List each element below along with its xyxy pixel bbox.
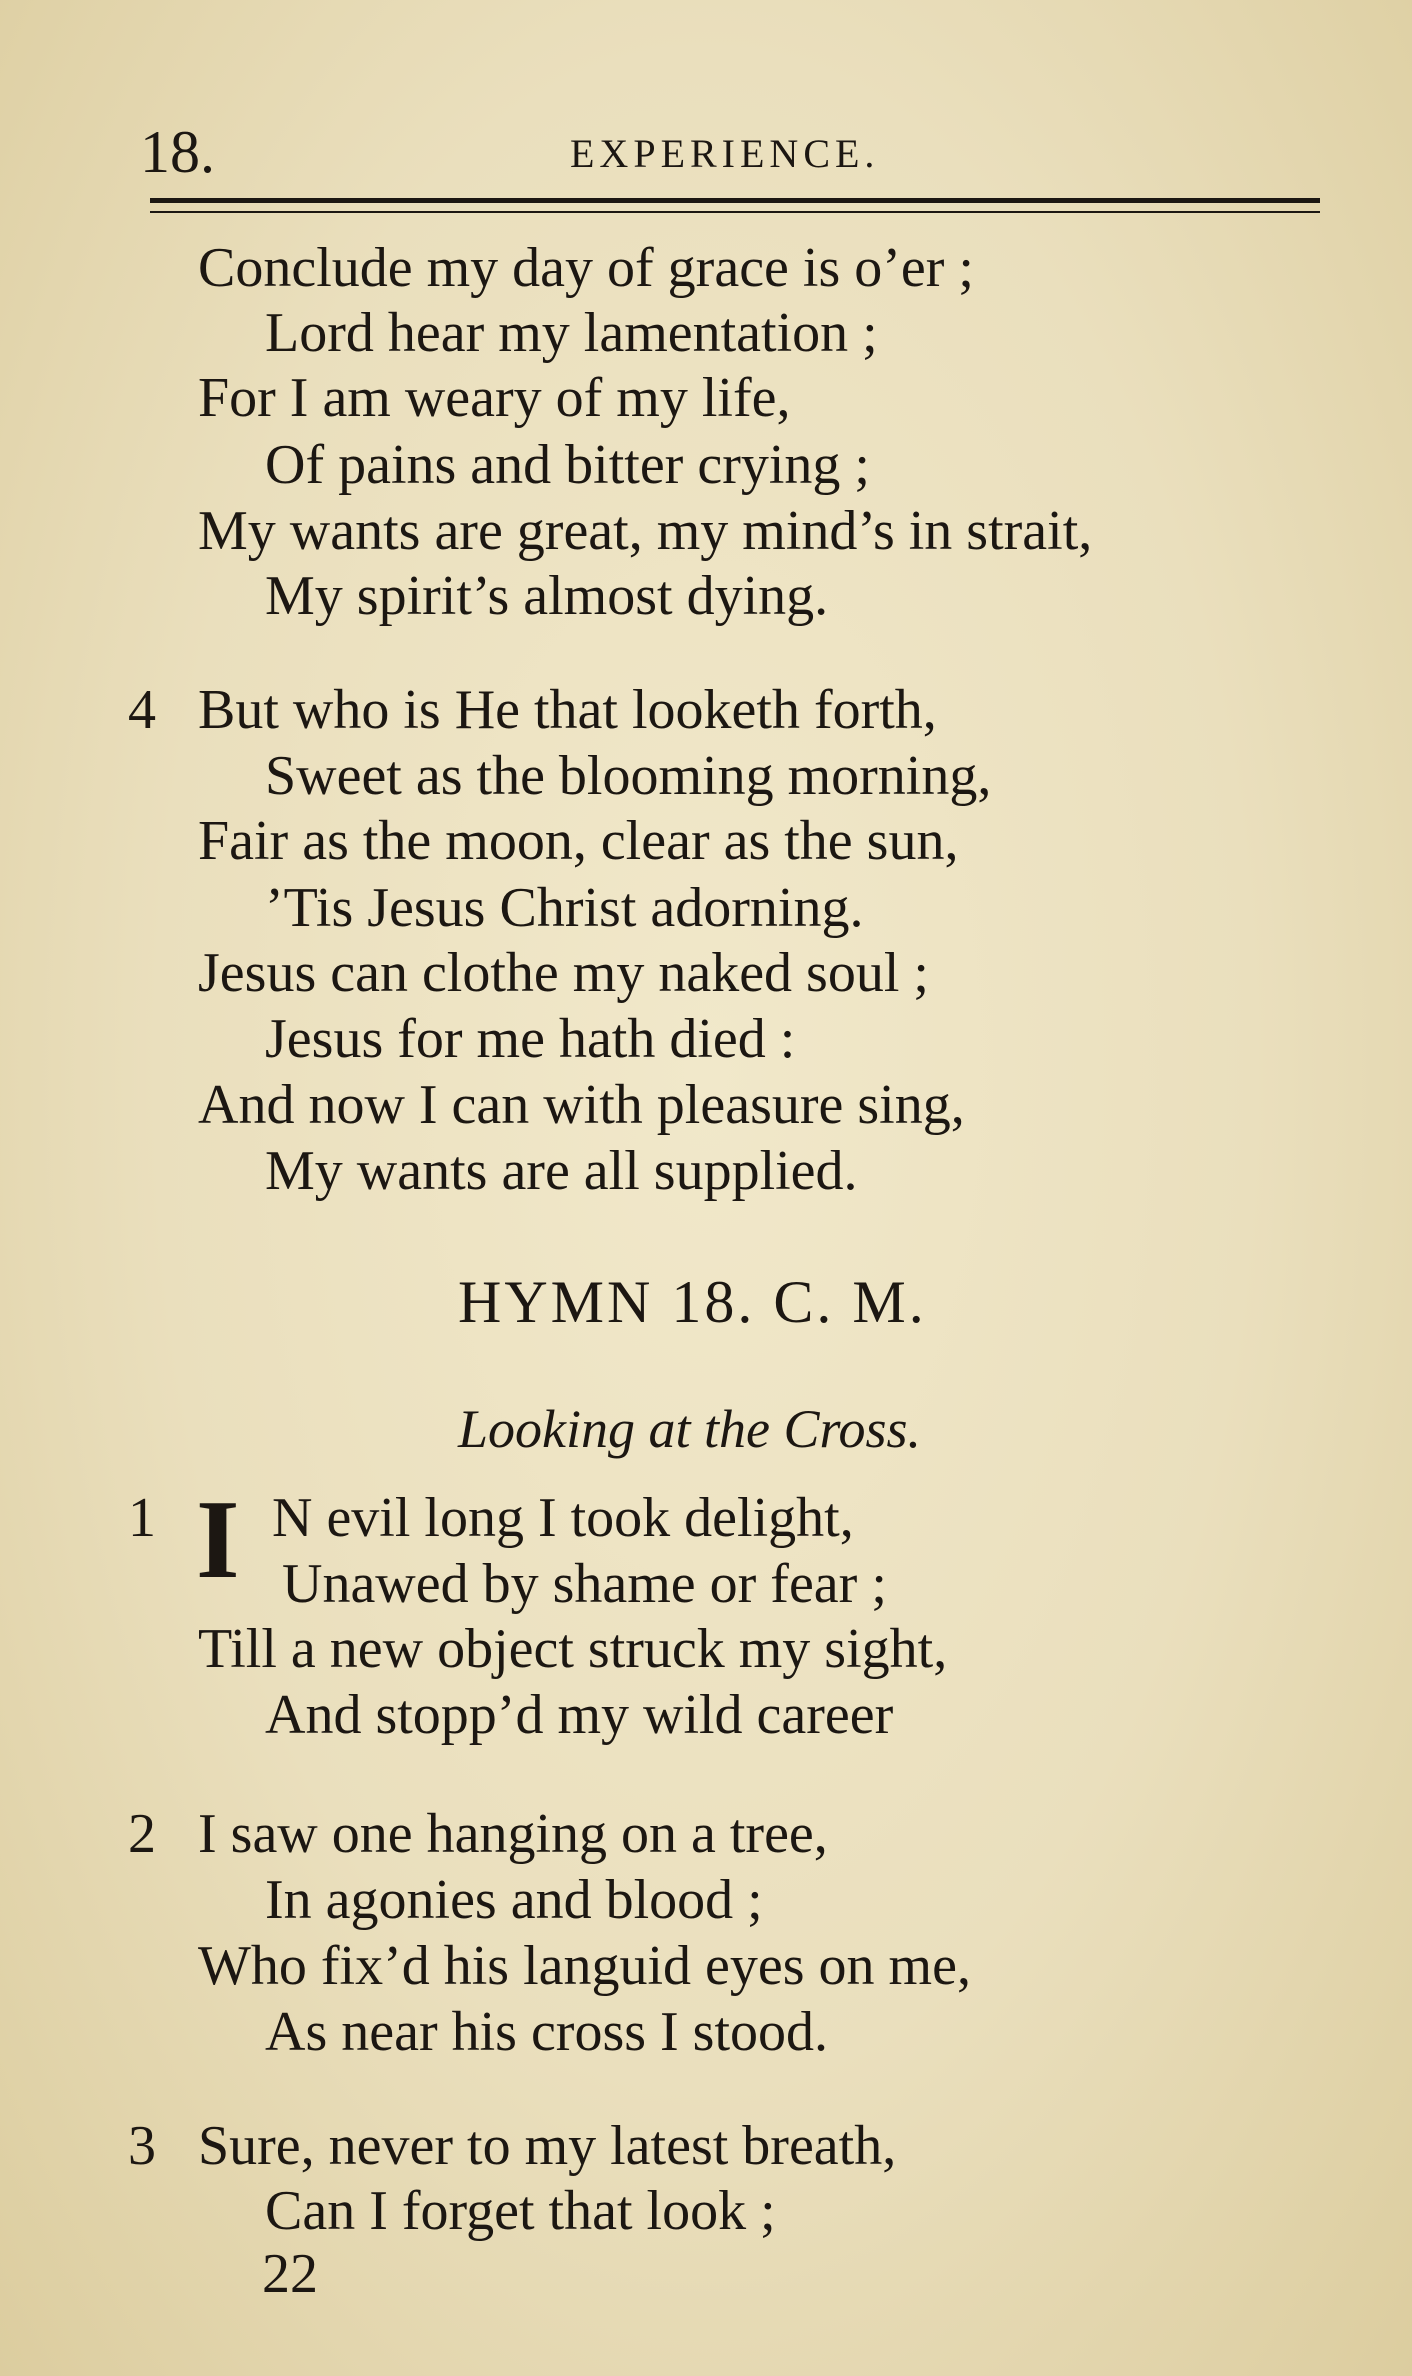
- header-rule-thin: [150, 211, 1320, 213]
- drop-cap: I: [196, 1478, 240, 1602]
- hymn-subtitle: Looking at the Cross.: [458, 1399, 922, 1459]
- verse-number: 4: [128, 679, 156, 741]
- verse-number: 2: [128, 1803, 156, 1865]
- verse-line: Conclude my day of grace is o’er ;: [198, 237, 974, 299]
- header-rule-thick: [150, 198, 1320, 203]
- hymn-title: HYMN 18. C. M.: [458, 1269, 927, 1335]
- verse-line: Sure, never to my latest breath,: [198, 2115, 897, 2177]
- verse-line: And now I can with pleasure sing,: [198, 1074, 965, 1136]
- verse-line: Who fix’d his languid eyes on me,: [198, 1935, 971, 1997]
- verse-line: My wants are all supplied.: [265, 1140, 858, 1202]
- verse-line: N evil long I took delight,: [272, 1487, 854, 1549]
- verse-line: And stopp’d my wild career: [265, 1684, 894, 1746]
- verse-line: My spirit’s almost dying.: [265, 565, 829, 627]
- verse-line: Fair as the moon, clear as the sun,: [198, 810, 959, 872]
- verse-line: In agonies and blood ;: [265, 1869, 763, 1931]
- verse-line: Unawed by shame or fear ;: [282, 1553, 887, 1615]
- verse-line: Till a new object struck my sight,: [198, 1618, 948, 1680]
- verse-line: Can I forget that look ;: [265, 2180, 776, 2242]
- verse-number: 1: [128, 1487, 156, 1549]
- verse-line: I saw one hanging on a tree,: [198, 1803, 828, 1865]
- page-header: [140, 118, 1300, 188]
- verse-line: Lord hear my lamentation ;: [265, 302, 878, 364]
- running-head: EXPERIENCE.: [570, 131, 880, 176]
- verse-line: For I am weary of my life,: [198, 367, 791, 429]
- verse-line: Jesus for me hath died :: [265, 1008, 796, 1070]
- verse-line: ’Tis Jesus Christ adorning.: [265, 877, 864, 939]
- verse-line: Jesus can clothe my naked soul ;: [198, 942, 929, 1004]
- verse-line: Sweet as the blooming morning,: [265, 745, 992, 807]
- verse-line: But who is He that looketh forth,: [198, 679, 937, 741]
- verse-line: As near his cross I stood.: [265, 2001, 829, 2063]
- signature-mark: 22: [262, 2243, 318, 2305]
- verse-line: Of pains and bitter crying ;: [265, 434, 870, 496]
- verse-number: 3: [128, 2115, 156, 2177]
- page-number: 18.: [140, 119, 215, 185]
- verse-line: My wants are great, my mind’s in strait,: [198, 500, 1093, 562]
